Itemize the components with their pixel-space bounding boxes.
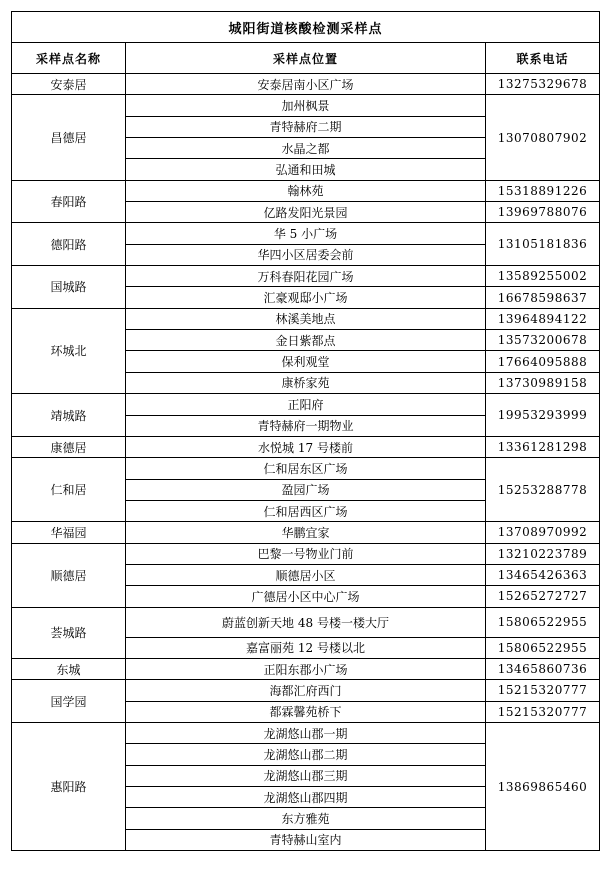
site-group-name: 环城北 [12, 308, 126, 393]
title-row [12, 12, 600, 43]
site-location: 弘通和田城 [126, 159, 486, 180]
table-row [12, 680, 600, 701]
contact-phone: 13730989158 [486, 372, 600, 393]
site-group-name: 荟城路 [12, 607, 126, 658]
contact-phone: 15253288778 [486, 458, 600, 522]
site-group-name: 康德居 [12, 436, 126, 457]
table-row [12, 180, 600, 201]
site-location: 水悦城 17 号楼前 [126, 436, 486, 457]
site-location: 顺德居小区 [126, 564, 486, 585]
contact-phone: 13275329678 [486, 74, 600, 95]
site-group-name: 仁和居 [12, 458, 126, 522]
table-row [12, 266, 600, 287]
contact-phone: 13210223789 [486, 543, 600, 564]
contact-phone: 13070807902 [486, 95, 600, 180]
contact-phone: 13361281298 [486, 436, 600, 457]
site-location: 蔚蓝创新天地 48 号楼一楼大厅 [126, 607, 486, 637]
site-location: 保利观堂 [126, 351, 486, 372]
site-location: 安泰居南小区广场 [126, 74, 486, 95]
site-group-name: 春阳路 [12, 180, 126, 223]
site-group-name: 靖城路 [12, 394, 126, 437]
contact-phone: 15215320777 [486, 680, 600, 701]
site-location: 仁和居西区广场 [126, 500, 486, 521]
table-row [12, 308, 600, 329]
site-location: 万科春阳花园广场 [126, 266, 486, 287]
site-location: 正阳府 [126, 394, 486, 415]
table-row [12, 223, 600, 244]
site-group-name: 国学园 [12, 680, 126, 723]
site-location: 翰林苑 [126, 180, 486, 201]
site-location: 龙湖悠山郡一期 [126, 722, 486, 743]
site-location: 康桥家苑 [126, 372, 486, 393]
contact-phone: 13465860736 [486, 658, 600, 679]
table-row [12, 543, 600, 564]
site-location: 汇豪观邸小广场 [126, 287, 486, 308]
header-phone: 联系电话 [486, 43, 600, 74]
contact-phone: 17664095888 [486, 351, 600, 372]
site-location: 林溪美地点 [126, 308, 486, 329]
site-location: 华四小区居委会前 [126, 244, 486, 265]
contact-phone: 16678598637 [486, 287, 600, 308]
table-row [12, 436, 600, 457]
site-location: 亿路发阳光景园 [126, 202, 486, 223]
table-row [12, 607, 600, 637]
site-group-name: 华福园 [12, 522, 126, 543]
site-location: 青特赫山室内 [126, 829, 486, 850]
site-group-name: 惠阳路 [12, 722, 126, 850]
site-group-name: 安泰居 [12, 74, 126, 95]
site-group-name: 昌德居 [12, 95, 126, 180]
site-location: 青特赫府一期物业 [126, 415, 486, 436]
site-location: 加州枫景 [126, 95, 486, 116]
header-site-name: 采样点名称 [12, 43, 126, 74]
contact-phone: 13589255002 [486, 266, 600, 287]
table-row [12, 722, 600, 743]
site-location: 龙湖悠山郡二期 [126, 744, 486, 765]
contact-phone: 13573200678 [486, 330, 600, 351]
table-row [12, 658, 600, 679]
table-row [12, 95, 600, 116]
table-title: 城阳街道核酸检测采样点 [12, 12, 600, 43]
contact-phone: 19953293999 [486, 394, 600, 437]
contact-phone: 13465426363 [486, 564, 600, 585]
contact-phone: 13105181836 [486, 223, 600, 266]
contact-phone: 15318891226 [486, 180, 600, 201]
site-location: 广德居小区中心广场 [126, 586, 486, 607]
site-location: 海都汇府西门 [126, 680, 486, 701]
sampling-sites-table [11, 11, 600, 851]
table-row [12, 74, 600, 95]
site-location: 华鹏宜家 [126, 522, 486, 543]
contact-phone: 13969788076 [486, 202, 600, 223]
contact-phone: 15806522955 [486, 637, 600, 658]
table-row [12, 522, 600, 543]
site-location: 龙湖悠山郡四期 [126, 787, 486, 808]
site-location: 东方雅苑 [126, 808, 486, 829]
site-group-name: 德阳路 [12, 223, 126, 266]
site-location: 巴黎一号物业门前 [126, 543, 486, 564]
site-location: 青特赫府二期 [126, 116, 486, 137]
site-group-name: 东城 [12, 658, 126, 679]
site-location: 金日紫都点 [126, 330, 486, 351]
contact-phone: 13964894122 [486, 308, 600, 329]
contact-phone: 15806522955 [486, 607, 600, 637]
site-location: 都霖馨苑桥下 [126, 701, 486, 722]
site-location: 龙湖悠山郡三期 [126, 765, 486, 786]
site-location: 嘉富丽苑 12 号楼以北 [126, 637, 486, 658]
site-location: 盈园广场 [126, 479, 486, 500]
site-group-name: 国城路 [12, 266, 126, 309]
table-row [12, 458, 600, 479]
header-row [12, 43, 600, 74]
site-location: 仁和居东区广场 [126, 458, 486, 479]
site-group-name: 顺德居 [12, 543, 126, 607]
site-location: 水晶之都 [126, 138, 486, 159]
header-site-location: 采样点位置 [126, 43, 486, 74]
table-row [12, 394, 600, 415]
site-location: 正阳东郡小广场 [126, 658, 486, 679]
contact-phone: 15215320777 [486, 701, 600, 722]
contact-phone: 13708970992 [486, 522, 600, 543]
site-location: 华 5 小广场 [126, 223, 486, 244]
contact-phone: 13869865460 [486, 722, 600, 850]
contact-phone: 15265272727 [486, 586, 600, 607]
